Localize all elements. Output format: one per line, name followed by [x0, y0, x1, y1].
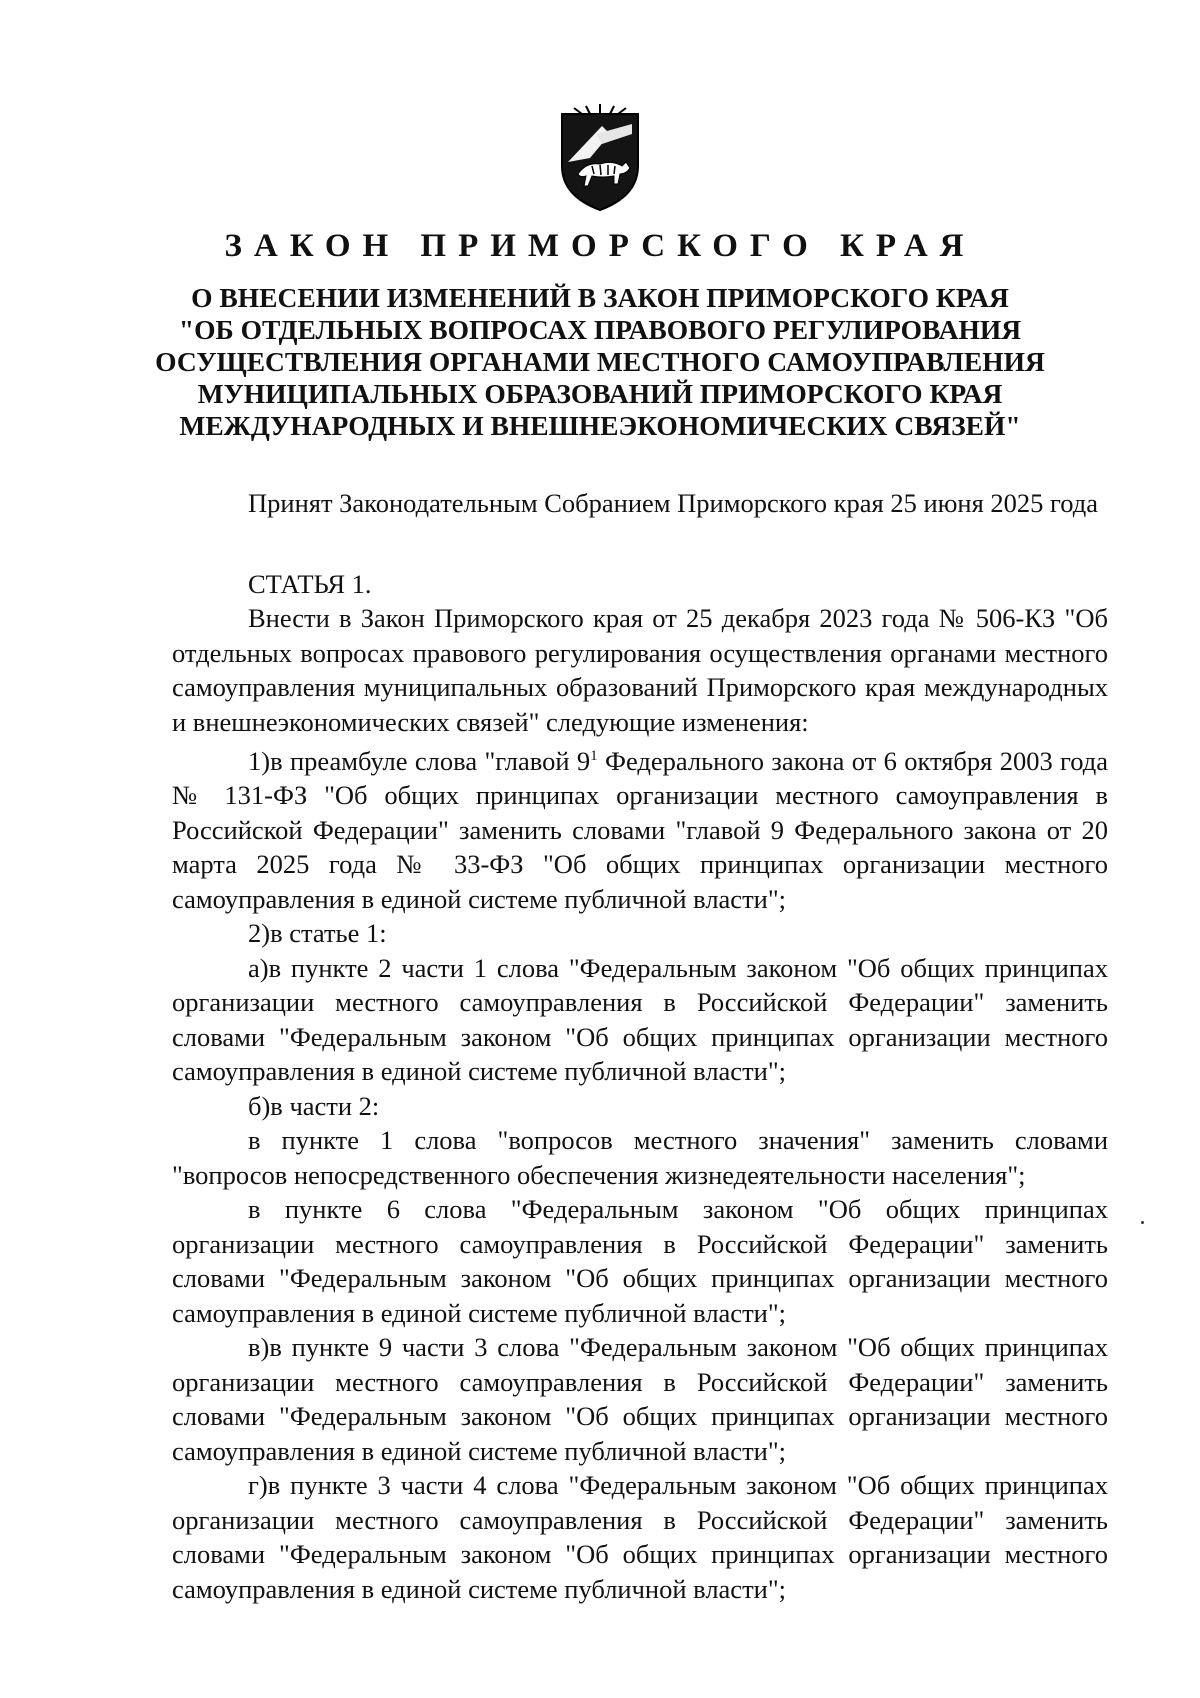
coat-of-arms-emblem [556, 104, 644, 214]
accepted-date-paragraph: Принят Законодательным Собранием Приморского края 25 июня 2025 года [248, 488, 1098, 518]
article-intro-paragraph: Внести в Закон Приморского края от 25 декабря 2023 года № 506-КЗ "Об отдельных вопросах правового регулирования осуществления органами местного самоуправления муниципальных образований Приморского края международных и внешнеэкономических связей" следующие изменения: [172, 603, 1108, 737]
subtitle-line: ОСУЩЕСТВЛЕНИЯ ОРГАНАМИ МЕСТНОГО САМОУПРАВЛЕНИЯ [155, 346, 1045, 377]
item-2b-point-1-paragraph: в пункте 1 слова "вопросов местного значения" заменить словами "вопросов непосредственного обеспечения жизнедеятельности населения"; [172, 1125, 1108, 1190]
document-body [172, 486, 1108, 1606]
subtitle-line: МЕЖДУНАРОДНЫХ И ВНЕШНЕЭКОНОМИЧЕСКИХ СВЯЗЕЙ" [179, 410, 1021, 441]
item-1-text-start: 1)в преамбуле слова "главой 9 [248, 745, 591, 776]
item-2a-paragraph: а)в пункте 2 части 1 слова "Федеральным законом "Об общих принципах организации местного самоуправления в Российской Федерации" заменить словами "Федеральным законом "Об общих принципах организации местного самоуправления в единой системе публичной власти"; [172, 952, 1108, 1087]
article-heading: СТАТЬЯ 1. [248, 568, 372, 599]
item-2b-paragraph: б)в части 2: [248, 1090, 380, 1121]
scan-artifact-dot [1141, 1221, 1144, 1224]
item-2g-paragraph: г)в пункте 3 части 4 слова "Федеральным законом "Об общих принципах организации местного самоуправления в Российской Федерации" заменить словами "Федеральным законом "Об общих принципах организации местного самоуправления в единой системе публичной власти"; [172, 1470, 1108, 1604]
law-title: ЗАКОН ПРИМОРСКОГО КРАЯ [224, 228, 976, 264]
subtitle-line: МУНИЦИПАЛЬНЫХ ОБРАЗОВАНИЙ ПРИМОРСКОГО КРАЯ [197, 378, 1003, 409]
item-2-paragraph: 2)в статье 1: [248, 918, 387, 949]
item-2v-paragraph: в)в пункте 9 части 3 слова "Федеральным законом "Об общих принципах организации местного самоуправления в Российской Федерации" заменить словами "Федеральным законом "Об общих принципах организации местного самоуправления в единой системе публичной власти"; [172, 1332, 1108, 1466]
item-2b-point-6-paragraph: в пункте 6 слова "Федеральным законом "Об общих принципах организации местного самоуправления в Российской Федерации" заменить словами "Федеральным законом "Об общих принципах организации местного самоуправления в единой системе публичной власти"; [172, 1194, 1108, 1328]
item-1-text-end: Федерального закона от 6 октября 2003 года № 131-ФЗ "Об общих принципах организации местного самоуправления в Российской Федерации" заменить словами "главой 9 Федерального закона от 20 марта 2025 года № 33-ФЗ "Об общих принципах организации местного самоуправления в единой системе публичной власти"; [172, 745, 1109, 914]
law-subtitle [120, 282, 1080, 442]
chapter-superscript: 1 [590, 748, 598, 764]
subtitle-line: "ОБ ОТДЕЛЬНЫХ ВОПРОСАХ ПРАВОВОГО РЕГУЛИРОВАНИЯ [178, 314, 1022, 345]
item-1-paragraph [172, 739, 1108, 916]
subtitle-line: О ВНЕСЕНИИ ИЗМЕНЕНИЙ В ЗАКОН ПРИМОРСКОГО КРАЯ [191, 282, 1009, 313]
